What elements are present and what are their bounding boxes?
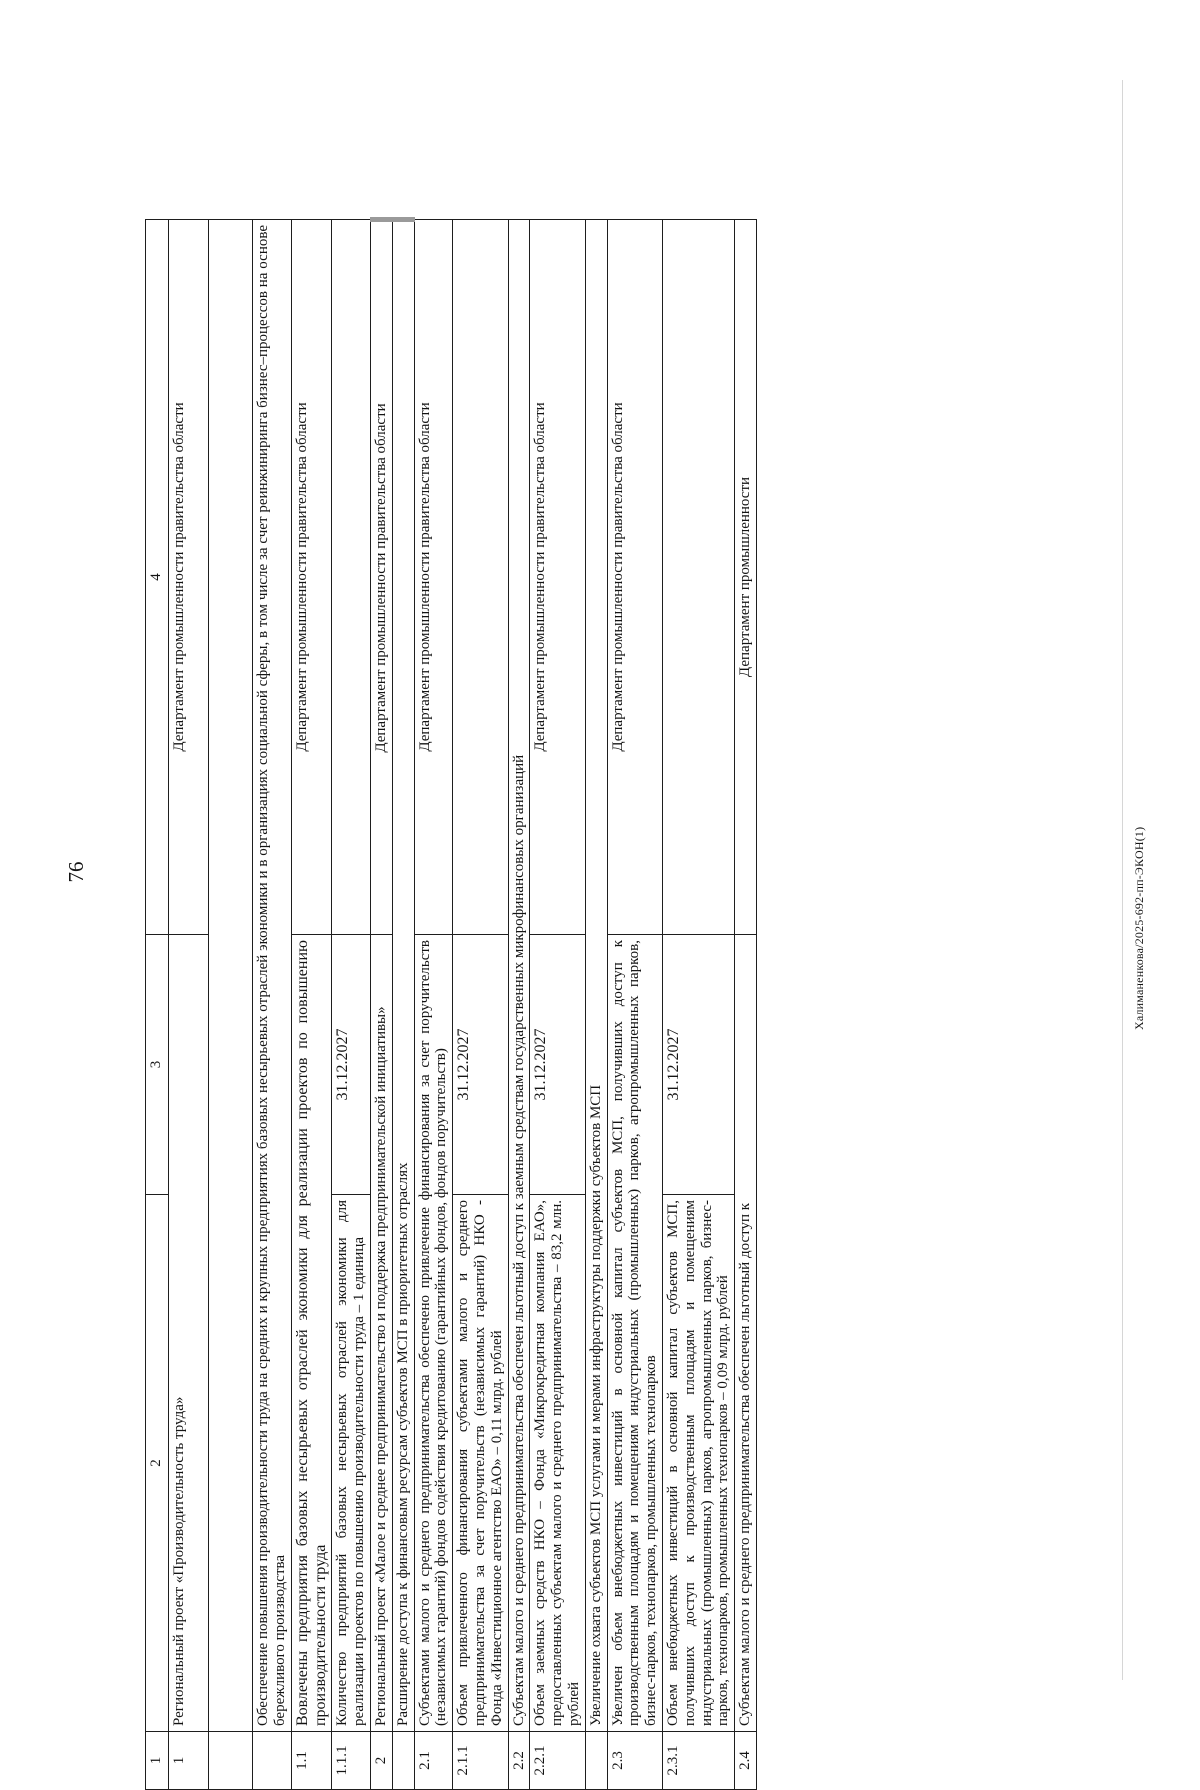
row-goal-text: Расширение доступа к финансовым ресурсам субъектов МСП в приоритетных отраслях [392,220,414,1732]
row-date: 31.12.2027 [530,935,585,1195]
row-number [585,1732,607,1790]
row-responsible [453,220,508,935]
table-header-row [146,220,169,1790]
row-goal-text: Увеличение охвата субъектов МСП услугами и мерами инфраструктуры поддержки субъектов МСП [585,220,607,1732]
table-row [662,220,734,1790]
row-name: Объем заемных средств НКО – Фонда «Микрокредитная компания ЕАО», предоставленных субъектам малого и среднего предпринимательства – 83,2 млн. рублей [530,1195,585,1732]
table-row [508,220,530,1790]
row-name: Объем привлеченного финансирования субъектами малого и среднего предпринимательства за счет поручительств (независимых гарантий) НКО - Фонда «Инвестиционное агентство ЕАО» – 0,11 млрд. рублей [453,1195,508,1732]
row-number: 2.3 [607,1732,662,1790]
row-name: Субъектам малого и среднего предпринимательства обеспечен льготный доступ к [735,935,757,1732]
table-row [169,220,209,1790]
row-responsible: Департамент промышленности правительства области [169,220,209,935]
row-number: 1 [169,1732,209,1790]
row-number: 1.1 [291,1732,332,1790]
row-name: Субъектам малого и среднего предпринимательства обеспечен льготный доступ к заемным средствам государственных микрофинансовых организаций [508,220,530,1732]
table-row-blank [209,220,253,1790]
row-name: Региональный проект «Малое и среднее предпринимательство и поддержка предпринимательской инициативы» [371,935,393,1732]
footer-divider [1122,80,1123,1680]
row-number: 2.3.1 [662,1732,734,1790]
table-row [607,220,662,1790]
row-responsible: Департамент промышленности правительства области [371,220,393,935]
row-name: Вовлечены предприятия базовых несырьевых отраслей экономики для реализации проектов по повышению производительности труда [291,935,332,1732]
row-number [253,1732,292,1790]
table-row [291,220,332,1790]
row-name: Региональный проект «Производительность труда» [169,935,209,1732]
table-row-goal [585,220,607,1790]
row-date: 31.12.2027 [662,935,734,1195]
row-responsible: Департамент промышленности правительства области [607,220,662,935]
header-cell: 4 [146,220,169,935]
header-cell: 1 [146,1732,169,1790]
table-row [371,220,393,1790]
row-name: Количество предприятий базовых несырьевых отраслей экономики для реализации проектов по повышению производительности труда – 1 единица [332,1195,371,1732]
document-code: Халиманенкова/2025-692-пп-ЭКОН(1) [1132,826,1146,1030]
row-date: 31.12.2027 [332,935,371,1195]
table-row [414,220,453,1790]
row-number: 2.2.1 [530,1732,585,1790]
table-row [530,220,585,1790]
table-row [453,220,508,1790]
row-number: 2.4 [735,1732,757,1790]
row-name: Субъектами малого и среднего предпринимательства обеспечено привлечение финансирования за счет поручительств (независимых гарантий) фондов содействия кредитованию (гарантийных фондов, фондов поручительств) [414,935,453,1732]
row-responsible: Департамент промышленности [735,220,757,935]
table-row-goal [392,220,414,1790]
row-name: Увеличен объем внебюджетных инвестиций в основной капитал субъектов МСП, получивших доступ к производственным площадям и помещениям индустриальных (промышленных) парков, агропромышленных парков, бизнес-парков, технопарков, промышленных технопарков [607,935,662,1732]
row-number: 2.1.1 [453,1732,508,1790]
row-goal-text: Обеспечение повышения производительности труда на средних и крупных предприятиях базовых несырьевых отраслей экономики и в организациях социальной сферы, в том числе за счет реинжиниринга бизнес–процессов на основе бережливого производства [253,220,292,1732]
row-date: 31.12.2027 [453,935,508,1195]
row-number: 2.2 [508,1732,530,1790]
measures-table [145,217,757,1790]
row-number: 2.1 [414,1732,453,1790]
row-responsible: Департамент промышленности правительства области [291,220,332,935]
table-row-goal [253,220,292,1790]
table-row [332,220,371,1790]
row-responsible [662,220,734,935]
program-table [145,220,1075,1790]
row-responsible: Департамент промышленности правительства области [530,220,585,935]
page-number: 76 [64,861,88,883]
header-cell: 3 [146,935,169,1195]
row-responsible [332,220,371,935]
row-name: Объем внебюджетных инвестиций в основной капитал субъектов МСП, получивших доступ к производственным площадям и помещениям индустриальных (промышленных) парков, агропромышленных парков, бизнес-парков, технопарков, промышленных технопарков – 0,09 млрд. рублей [662,1195,734,1732]
row-responsible: Департамент промышленности правительства области [414,220,453,935]
row-number: 2 [371,1732,393,1790]
row-number [392,1732,414,1790]
header-cell: 2 [146,1195,169,1732]
table-row [735,220,757,1790]
row-number: 1.1.1 [332,1732,371,1790]
